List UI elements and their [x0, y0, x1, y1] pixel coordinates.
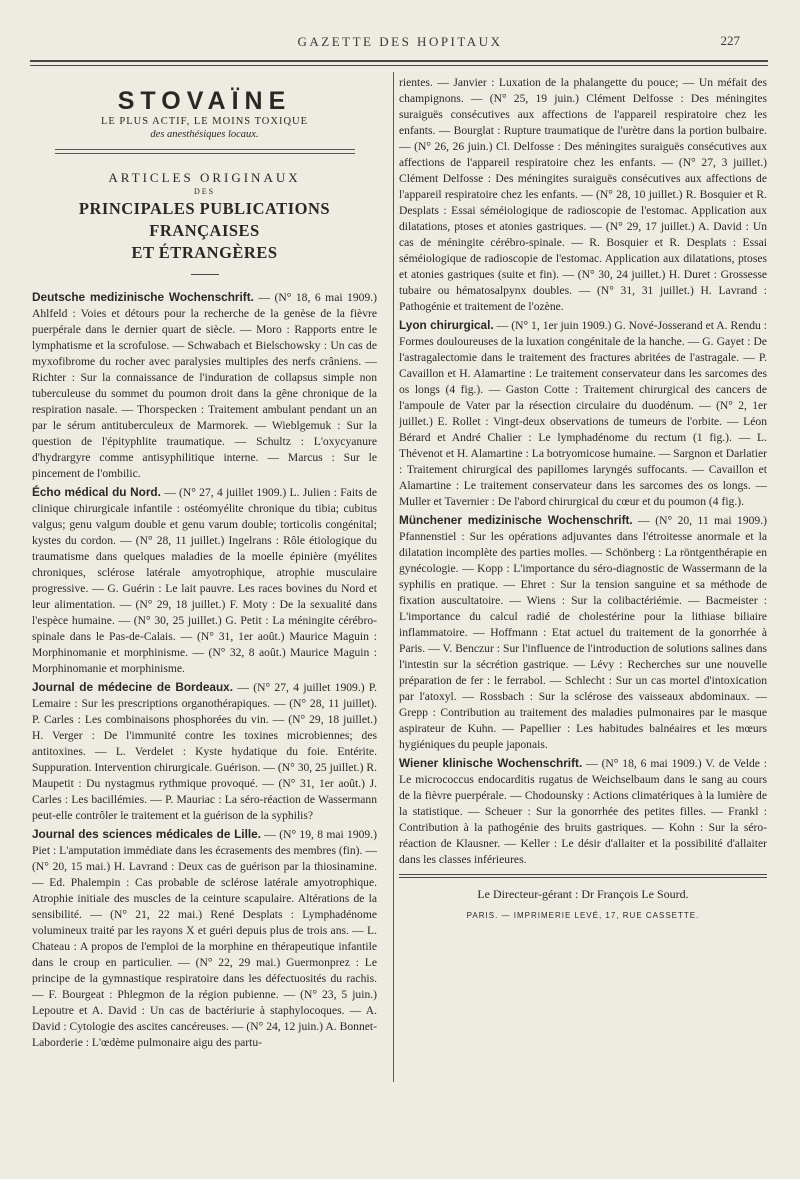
footer-rule-2 [399, 877, 767, 878]
header-rule-thick [30, 60, 768, 62]
ad-tagline: LE PLUS ACTIF, LE MOINS TOXIQUE [100, 116, 309, 127]
left-column [32, 74, 377, 1084]
publication-text: — (N° 18, 6 mai 1909.) V. de Velde : Le micrococcus endocarditis rugatus de Weichselbaum dans le sang au cours de la fièvre puerpérale. — Chodounsky : Actions climatériques à la lumière de la statistique. — Scheuer : Sur la gonorrhée des petites filles. — Frankl : Contribution à la pathogénie des bruits gastriques. — Kohn : Sur la séro-réaction de Klausner. — Keller : Le désir d'allaiter et la possibilité d'allaiter dans les classes inférieures. [399, 757, 767, 866]
publication-source: Écho médical du Nord. [32, 485, 161, 499]
publication-source: Wiener klinische Wochenschrift. [399, 756, 583, 770]
header-rule-thin [30, 65, 768, 66]
publication-text: — (N° 27, 4 juillet 1909.) P. Lemaire : Sur les prescriptions organothérapiques. — (N° 28, 11 juillet). P. Carles : Les combinaisons phosphorées du vin. — (N° 29, 18 juillet.) H. Verger : De l'immunité contre les toxines microbiennes; des antitoxines. — L. Verdelet : Kyste hydatique du foie. Entérite. Suppuration. Intervention chirurgicale. Guérison. — (N° 30, 25 juillet.) R. Maupetit : Du nystagmus rythmique provoqué. — (N° 31, 1er août.) J. Carles : Les bacillémies. — P. Mauriac : La séro-réaction de Wassermann peut-elle contrôler le traitement et la guérison de la syphilis? [32, 681, 377, 822]
publication-source: Lyon chirurgical. [399, 318, 494, 332]
publication-entry [399, 512, 767, 753]
publication-source: Münchener medizinische Wochenschrift. [399, 513, 633, 527]
publication-text: — (N° 20, 11 mai 1909.) Pfannenstiel : Sur les opérations adjuvantes dans l'étroitesse anormale et la dilatation incomplète des parties molles. — Schönberg : La röntgenthérapie en gynécologie. — Kopp : L'importance du séro-diagnostic de Wassermann de la syphilis en pratique. — Ehret : Sur la tension sanguine et sa méthode de fixation auscultatoire. — Wiens : Sur la colibactériémie. — Bacmeister : L'importance du calcul radié de cholestérine pour la lithiase biliaire inflammatoire. — Hoffmann : Etat actuel du traitement de la gonorrhée à Paris. — V. Benczur : Sur l'influence de l'introduction de solutions salines dans l'intestin sur la sécrétion gastrique. — Lévy : Recherches sur une nouvelle préparation de fer : le ferrabol. — Schlecht : Sur un cas mortel d'intoxication par l'atoxyl. — Rossbach : Sur la sclérose des vaisseaux abdominaux. — Grepp : Contribution au traitement des maladies pulmonaires par le masque aspirateur de Kuhn. — Papellier : Les habitudes balnéaires et les mœurs hygiéniques du peuple japonais. [399, 514, 767, 751]
right-column [399, 74, 767, 1084]
publication-source: Deutsche medizinische Wochenschrift. [32, 290, 254, 304]
ad-separator [55, 149, 355, 150]
publication-entry [399, 317, 767, 510]
publication-entry [32, 826, 377, 1051]
ad-tagline-2: des anesthésiques locaux. [150, 129, 259, 140]
publication-text: — (N° 1, 1er juin 1909.) G. Nové-Josserand et A. Rendu : Formes douloureuses de la luxation congénitale de la hanche. — G. Gayet : De l'astragalectomie dans le traitement des fractures abritées de l'astragale. — P. Cavaillon et H. Alamartine : Le traitement conservateur dans les sarcomes des os longs (4 fig.). — Gaston Cotte : Traitement chirurgical des cancers de l'ampoule de Vater par la résection circulaire du duodénum. — (N° 2, 1er juillet.) E. Rollet : Vingt-deux observations de tumeurs de l'orbite. — Léon Bérard et André Chalier : Le lymphadénome du rectum (1 fig.). — L. Thévenot et H. Alamartine : La botryomicose humaine. — Sargnon et Darlatier : Traitement chirurgical des papillomes laryngés suffocants. — Cavaillon et Alamartine : Le traitement conservateur dans les sarcomes des os longs. — Muller et Tavernier : De l'abord chirurgical du cœur et du poumon (4 fig.). [399, 319, 767, 508]
publication-entry [32, 484, 377, 677]
page-header-title: GAZETTE DES HOPITAUX [297, 34, 503, 49]
footer-printer: PARIS. — IMPRIMERIE LEVÉ, 17, RUE CASSETTE. [466, 911, 700, 920]
publication-text: — (N° 27, 4 juillet 1909.) L. Julien : Faits de clinique chirurgicale infantile : ostéomyélite chronique du tibia; cubitus valgus; genu valgum double et genu varum double; torticolis congénital; kystes du cordon. — (N° 28, 11 juillet.) Ingelrans : Rôle étiologique du traumatisme dans quelques maladies de la moelle épinière (myélites chroniques, sclérose latérale amyotrophique, atrophie musculaire progressive. — G. Guérin : Le lait pauvre. Les races bovines du Nord et leur alimentation. — (N° 29, 18 juillet.) F. Moty : De la sexualité dans l'espèce humaine. — (N° 30, 25 juillet.) G. Petit : La méningite cérébro-spinale dans le Pas-de-Calais. — (N° 31, 1er août.) Maurice Maguin : Morphinomanie et morphinisme. — (N° 32, 8 août.) Maurice Maguin : Morphinomanie et morphinisme. [32, 486, 377, 675]
section-heading-2: ET ÉTRANGÈRES [131, 243, 278, 262]
left-entries [32, 289, 377, 1051]
publication-entry [32, 289, 377, 482]
section-heading-1: PRINCIPALES PUBLICATIONS FRANÇAISES [78, 199, 331, 240]
ad-separator-2 [55, 153, 355, 154]
footer-director: Le Directeur-gérant : Dr François Le Sourd. [477, 887, 689, 901]
stovaine-advertisement [32, 88, 377, 154]
publication-source: Journal de médecine de Bordeaux. [32, 680, 234, 694]
publication-text: rientes. — Janvier : Luxation de la phalangette du pouce; — Un méfait des champignons. — (N° 25, 19 juin.) Clément Delfosse : Des méningites suraiguës consécutives aux affections de l'appareil respiratoire chez les enfants. — Bourglat : Rupture traumatique de l'urètre dans la portion bulbaire. — (N° 26, 26 juin.) Cl. Delfosse : Des méningites suraiguës consécutives aux affections de l'appareil respiratoire chez les enfants. — (N° 27, 3 juillet.) Clément Delfosse : Des méningites suraiguës consécutives aux affections de l'appareil respiratoire chez les enfants. — (N° 28, 10 juillet.) R. Bosquier et R. Desplats : Essai séméiologique de radioscopie de l'estomac. Application aux dilatations, ptoses et atonies gastriques. — (N° 29, 17 juillet.) A. David : Un cas de méningite cérébro-spinale. — R. Bosquier et R. Desplats : Essai séméiologique de radioscopie de l'estomac. Application aux dilatations, ptoses et atonies gastriques (suite et fin). — (N° 30, 24 juillet.) H. Duret : Grossesse tubaire ou hématosalpynx doubles. — (N° 31, 31 juillet.) H. Lavrand : Pathogénie et traitement de l'ozène. [399, 76, 767, 313]
column-divider [393, 72, 394, 1082]
publication-entry [399, 755, 767, 868]
ad-brand: STOVAÏNE [117, 87, 292, 115]
publication-entry [399, 74, 767, 315]
page-number: 227 [720, 33, 740, 48]
publication-text: — (N° 18, 6 mai 1909.) Ahlfeld : Voies et détours pour la recherche de la genèse de la fièvre puerpérale dans le dernier quart de siècle. — Moro : Rapports entre le lymphatisme et la scrofulose. — Schwabach et Bielschowsky : Un cas de myxofibrome du rocher avec paralysies multiples des nerfs crâniens. — Richter : Sur la connaissance de l'induration de collapsus simple non tuberculeuse du sommet du poumon droit dans la gêne chronique de la respiration nasale. — Thorspecken : Traitement ambulant pendant un an par le sérum antituberculeux de Marmorek. — Wieblgemuk : Sur la question de l'épityphlite traumatique. — Schultz : L'oxycyanure d'hydrargyre comme antisyphilitique interne. — Marcus : Sur le pincement de l'ombilic. [32, 291, 377, 480]
section-des: DES [193, 187, 216, 196]
right-entries [399, 74, 767, 868]
publication-entry [32, 679, 377, 824]
section-title: ARTICLES ORIGINAUX [108, 170, 301, 185]
publication-source: Journal des sciences médicales de Lille. [32, 827, 261, 841]
section-short-rule [191, 274, 219, 275]
footer-rule [399, 874, 767, 875]
publication-text: — (N° 19, 8 mai 1909.) Piet : L'amputation immédiate dans les écrasements des membres (fin). — (N° 20, 15 mai.) H. Lavrand : Deux cas de guérison par la thiosinamine. — Ed. Phalempin : Cas probable de sclérose latérale amyotrophique. Atrophie initiale des muscles de la ceinture scapulaire. Altérations de la sensibilité. — (N° 21, 22 mai.) René Desplats : Lymphadénome volumineux traité par les rayons X et guéri depuis plus de trois ans. — L. Chateau : A propos de l'emploi de la morphine en thérapeutique infantile dans le croup en particulier. — (N° 22, 29 mai.) Guermonprez : Le principe de la gymnastique respiratoire dans les défectuosités du rachis. — F. Bourgeat : Phlegmon de la région pubienne. — (N° 23, 5 juin.) Lepoutre et A. David : Un cas de bactériurie à staphylocoques. — A. David : Cytologie des ascites cancéreuses. — (N° 24, 12 juin.) A. Bonnet-Laborderie : L'œdème pulmonaire aigu des partu- [32, 828, 377, 1049]
